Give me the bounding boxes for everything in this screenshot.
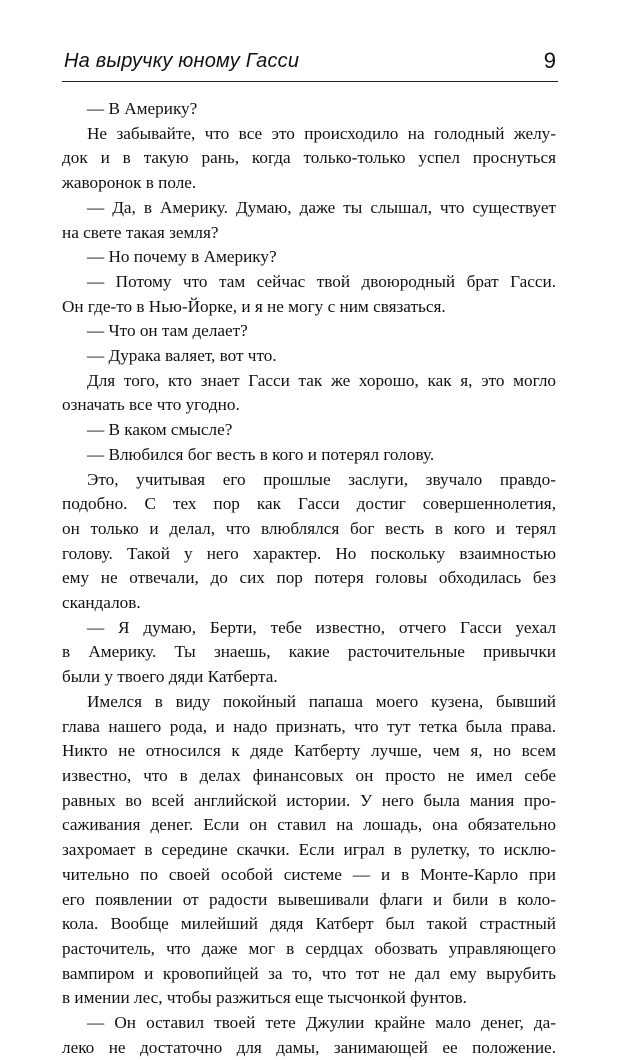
text-line: он только и делал, что влюблялся бог весть в кого и терял <box>62 518 556 538</box>
text-line: Это, учитывая его прошлые заслуги, звучало правдо- <box>87 469 556 489</box>
text-line: — Я думаю, Берти, тебе известно, отчего Гасси уехал <box>87 617 556 637</box>
text-line: — Он оставил твоей тете Джулии крайне мало денег, да- <box>87 1013 556 1033</box>
text-line: скандалов. <box>62 593 141 613</box>
text-line: — Но почему в Америку? <box>87 247 277 267</box>
text-line: Никто не относился к дяде Катберту лучше, чем я, но всем <box>62 741 556 761</box>
text-line: в Америку. Ты знаешь, какие расточительные привычки <box>62 642 556 662</box>
text-line: на свете такая земля? <box>62 222 219 242</box>
text-line: — Да, в Америку. Думаю, даже ты слышал, что существует <box>87 197 556 217</box>
text-line: чительно по своей особой системе — и в Монте-Карло при <box>62 864 556 884</box>
text-line: известно, что в делах финансовых он просто не имел себе <box>62 765 556 785</box>
text-line: Он где-то в Нью-Йорке, и я не могу с ним связаться. <box>62 296 446 316</box>
text-line: — Влюбился бог весть в кого и потерял голову. <box>87 444 435 464</box>
running-title: На выручку юному Гасси <box>64 50 300 72</box>
text-line: его появлении от радости вывешивали флаги и били в коло- <box>62 889 556 909</box>
header-rule <box>62 81 558 82</box>
body-text <box>62 97 556 1060</box>
text-line: захромает в середине скачки. Если играл в рулетку, то исклю- <box>62 840 556 860</box>
text-line: — Потому что там сейчас твой двоюродный брат Гасси. <box>87 271 556 291</box>
text-line: расточитель, что даже мог в сердцах обозвать управляющего <box>62 938 556 958</box>
text-line: в имении лес, чтобы разжиться еще тысчонкой фунтов. <box>62 988 467 1008</box>
text-line: док и в такую рань, когда только-только успел проснуться <box>62 148 556 168</box>
text-line: саживания денег. Если он ставил на лошадь, она обязательно <box>62 815 556 835</box>
page-header <box>62 48 558 88</box>
text-line: леко не достаточно для дамы, занимающей ее положение. <box>62 1037 556 1057</box>
text-line: Не забывайте, что все это происходило на голодный желу- <box>87 123 556 143</box>
text-line: равных во всей английской истории. У него была мания про- <box>62 790 556 810</box>
text-line: — В Америку? <box>87 99 198 118</box>
text-line: вампиром и кровопийцей за то, что тот не дал ему вырубить <box>62 963 556 983</box>
text-line: означать все что угодно. <box>62 395 240 415</box>
text-line: Для того, кто знает Гасси так же хорошо, как я, это могло <box>87 370 556 390</box>
text-line: голову. Такой у него характер. Но поскольку взаимностью <box>62 543 556 563</box>
text-line: жаворонок в поле. <box>62 173 197 193</box>
page-number: 9 <box>543 48 556 73</box>
text-line: были у твоего дяди Катберта. <box>62 667 278 687</box>
text-line: глава нашего рода, и надо признать, что тут тетка была права. <box>62 716 556 736</box>
text-line: — Дурака валяет, вот что. <box>87 346 277 366</box>
text-line: подобно. С тех пор как Гасси достиг совершеннолетия, <box>62 494 556 514</box>
text-line: кола. Вообще милейший дядя Катберт был такой страстный <box>62 914 556 934</box>
text-line: Имелся в виду покойный папаша моего кузена, бывший <box>87 691 556 711</box>
text-line: — В каком смысле? <box>87 420 233 440</box>
text-line: ему не отвечали, до сих пор потеря головы обходилась без <box>62 568 556 588</box>
text-line: — Что он там делает? <box>87 321 248 341</box>
